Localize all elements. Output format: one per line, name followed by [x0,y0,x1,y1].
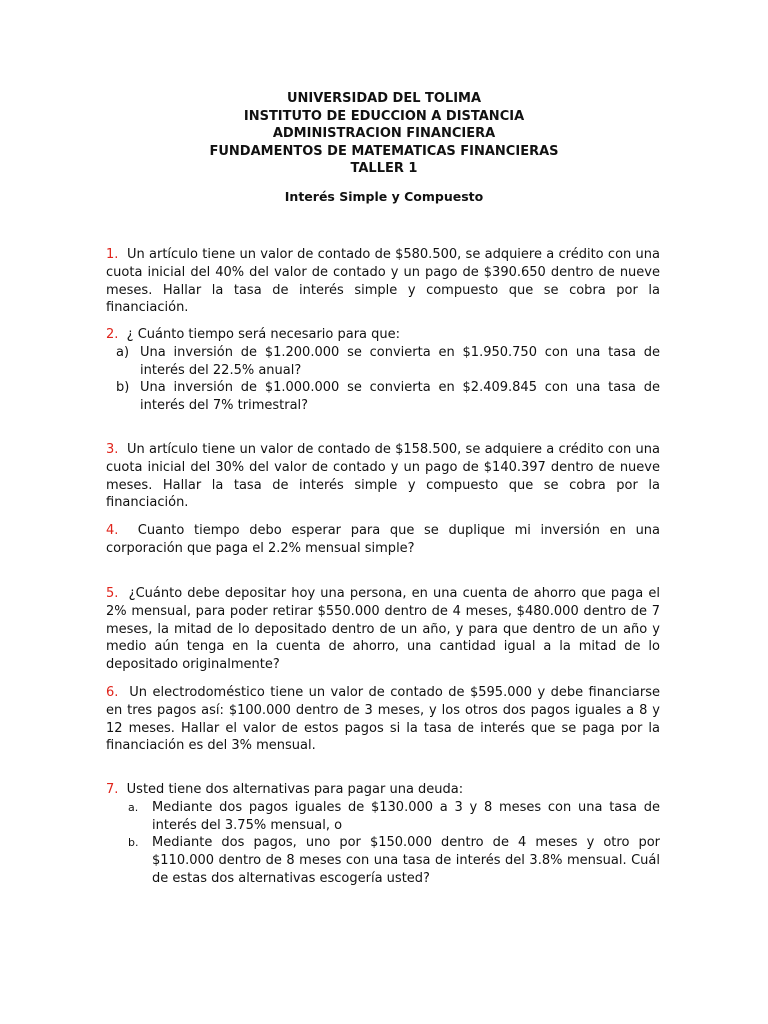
question-7 [106,781,660,888]
question-text: Un electrodoméstico tiene un valor de contado de $595.000 y debe financiarse en tres pagos así: $100.000 dentro de 3 meses, y los otros dos pagos iguales a 8 y 12 meses. Hallar el valor de estos pagos si la tasa de interés que se paga por la financiación es del 3% mensual. [106,685,661,754]
question-4 [106,522,660,558]
question-text: Un artículo tiene un valor de contado de $580.500, se adquiere a crédito con una cuota inicial del 40% del valor de contado y un pago de $390.650 dentro de nueve meses. Hallar la tasa de interés simple y compuesto que se cobra por la financiación. [106,247,660,316]
question-1 [106,246,660,317]
question-number: 6. [106,685,119,700]
document-subtitle: Interés Simple y Compuesto [284,189,484,204]
document-header [0,90,768,178]
sub-item-label: b) [116,380,130,396]
header-workshop: TALLER 1 [350,161,418,176]
question-3 [106,441,660,512]
question-number: 3. [106,442,119,457]
sub-item-a [106,799,660,835]
question-number: 7. [106,782,119,797]
sub-item-label: a. [128,800,139,814]
question-number: 2. [106,327,119,342]
question-number: 4. [106,523,119,538]
question-2 [106,326,660,415]
sub-item-b [106,379,660,415]
question-text: Usted tiene dos alternativas para pagar una deuda: [126,782,464,797]
sub-item-a [106,344,660,380]
header-university: UNIVERSIDAD DEL TOLIMA [286,91,482,106]
sub-item-text: Una inversión de $1.000.000 se convierta en $2.409.845 con una tasa de interés del 7% trimestral? [140,380,660,414]
question-text: ¿ Cuánto tiempo será necesario para que: [126,327,401,342]
sub-item-text: Mediante dos pagos iguales de $130.000 a 3 y 8 meses con una tasa de interés del 3.75% mensual, o [152,799,660,833]
sub-item-label: b. [128,836,139,850]
sub-item-text: Una inversión de $1.200.000 se convierta en $1.950.750 con una tasa de interés del 22.5% anual? [140,344,660,378]
question-6 [106,684,660,755]
question-number: 1. [106,247,119,262]
sub-item-b [106,834,660,887]
question-text: ¿Cuánto debe depositar hoy una persona, en una cuenta de ahorro que paga el 2% mensual, para poder retirar $550.000 dentro de 4 meses, $480.000 dentro de 7 meses, la mitad de lo depositado dentro de un año, y para que dentro de un año y medio aún tenga en la cuenta de ahorro, una cantidad igual a la mitad de lo depositado originalmente? [106,586,661,673]
header-program: ADMINISTRACION FINANCIERA [272,126,496,141]
header-course: FUNDAMENTOS DE MATEMATICAS FINANCIERAS [209,143,559,159]
sub-item-label: a) [116,344,130,360]
question-number: 5. [106,586,119,601]
sub-item-text: Mediante dos pagos, uno por $150.000 dentro de 4 meses y otro por $110.000 dentro de 8 meses con una tasa de interés del 3.8% mensual. Cuál de estas dos alternativas escogería usted? [152,835,660,886]
question-text: Un artículo tiene un valor de contado de $158.500, se adquiere a crédito con una cuota inicial del 30% del valor de contado y un pago de $140.397 dentro de nueve meses. Hallar la tasa de interés simple y compuesto que se cobra por la financiación. [106,442,660,511]
header-institute: INSTITUTO DE EDUCCION A DISTANCIA [243,108,525,124]
question-5 [106,585,660,674]
question-text: Cuanto tiempo debo esperar para que se duplique mi inversión en una corporación que paga el 2.2% mensual simple? [106,523,661,556]
